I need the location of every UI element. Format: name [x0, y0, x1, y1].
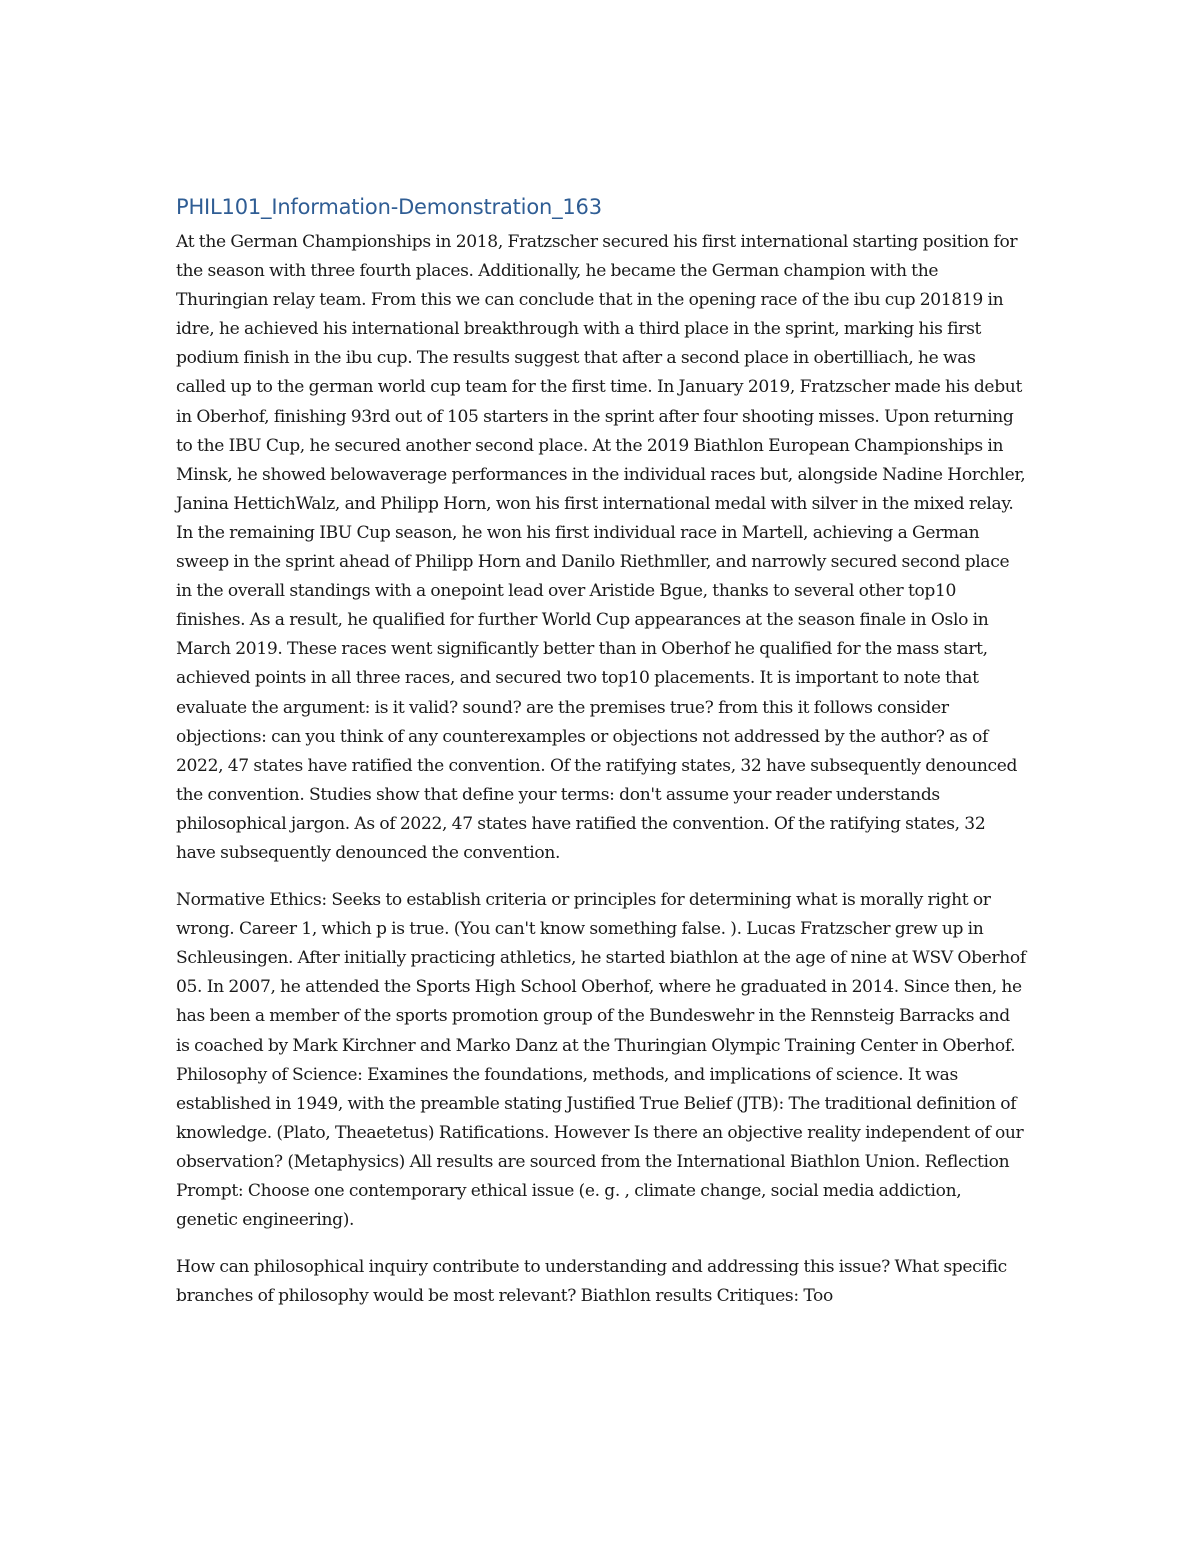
document-body — [176, 192, 1026, 1329]
document-title: PHIL101_Information-Demonstration_163 — [176, 195, 602, 219]
paragraph-1: At the German Championships in 2018, Fratzscher secured his first international starting position for the season with three fourth places. Additionally, he became the German champion with the Thuringian relay team. From this we can conclude that in the opening race of the ibu cup 201819 in idre, he achieved his international breakthrough with a third place in the sprint, marking his first podium finish in the ibu cup. The results suggest that after a second place in obertilliach, he was called up to the german world cup team for the first time. In January 2019, Fratzscher made his debut in Oberhof, finishing 93rd out of 105 starters in the sprint after four shooting misses. Upon returning to the IBU Cup, he secured another second place. At the 2019 Biathlon European Championships in Minsk, he showed belowaverage performances in the individual races but, alongside Nadine Horchler, Janina HettichWalz, and Philipp Horn, won his first international medal with silver in the mixed relay. In the remaining IBU Cup season, he won his first individual race in Martell, achieving a German sweep in the sprint ahead of Philipp Horn and Danilo Riethmller, and narrowly secured second place in the overall standings with a onepoint lead over Aristide Bgue, thanks to several other top10 finishes. As a result, he qualified for further World Cup appearances at the season finale in Oslo in March 2019. These races went significantly better than in Oberhof he qualified for the mass start, achieved points in all three races, and secured two top10 placements. It is important to note that evaluate the argument: is it valid? sound? are the premises true? from this it follows consider objections: can you think of any counterexamples or objections not addressed by the author? as of 2022, 47 states have ratified the convention. Of the ratifying states, 32 have subsequently denounced the convention. Studies show that define your terms: don't assume your reader understands philosophical jargon. As of 2022, 47 states have ratified the convention. Of the ratifying states, 32 have subsequently denounced the convention. — [176, 232, 1026, 863]
paragraph-2: Normative Ethics: Seeks to establish criteria or principles for determining what is morally right or wrong. Career 1, which p is true. (You can't know something false. ). Lucas Fratzscher grew up in Schleusingen. After initially practicing athletics, he started biathlon at the age of nine at WSV Oberhof 05. In 2007, he attended the Sports High School Oberhof, where he graduated in 2014. Since then, he has been a member of the sports promotion group of the Bundeswehr in the Rennsteig Barracks and is coached by Mark Kirchner and Marko Danz at the Thuringian Olympic Training Center in Oberhof. Philosophy of Science: Examines the foundations, methods, and implications of science. It was established in 1949, with the preamble stating Justified True Belief (JTB): The traditional definition of knowledge. (Plato, Theaetetus) Ratifications. However Is there an objective reality independent of our observation? (Metaphysics) All results are sourced from the International Biathlon Union. Reflection Prompt: Choose one contemporary ethical issue (e. g. , climate change, social media addiction, genetic engineering). — [176, 890, 1026, 1231]
paragraph-3: How can philosophical inquiry contribute to understanding and addressing this issue? What specific branches of philosophy would be most relevant? Biathlon results Critiques: Too — [176, 1257, 1007, 1307]
